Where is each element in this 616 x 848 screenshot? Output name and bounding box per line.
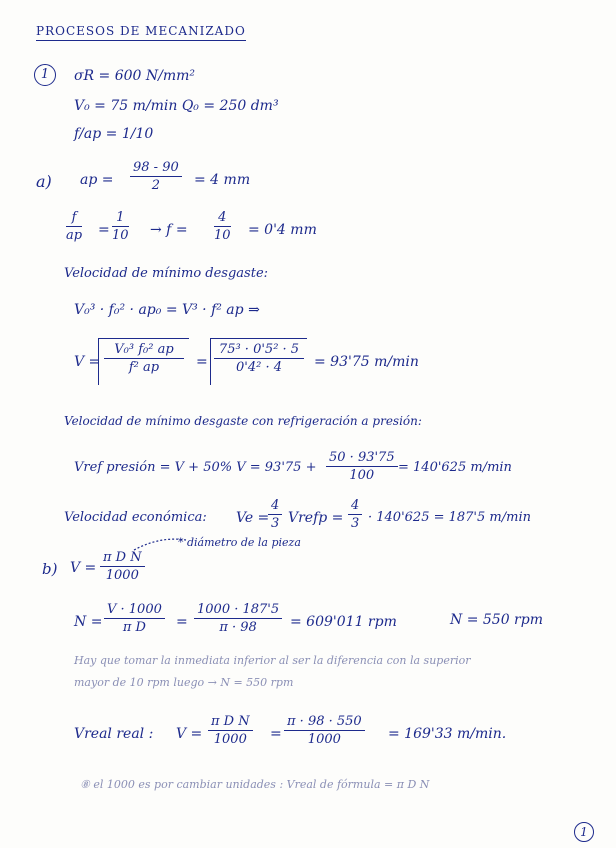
page-title: PROCESOS DE MECANIZADO	[36, 24, 246, 41]
given-sigma: σR = 600 N/mm²	[74, 68, 196, 84]
heading-refrigeration-speed: Velocidad de mínimo desgaste con refrigeración a presión:	[64, 414, 422, 428]
vreal-denominator-2: 1000	[307, 732, 341, 747]
b-v-fraction	[100, 550, 145, 583]
n-result: = 609'011 rpm	[290, 614, 397, 630]
n-fraction-2	[194, 602, 282, 635]
n-equals: =	[176, 614, 188, 630]
vreal-fraction-2	[284, 714, 365, 747]
root1-numerator: V₀³ f₀² ap	[104, 342, 184, 359]
given-volume-rate: V₀ = 75 m/min Q₀ = 250 dm³	[74, 98, 279, 114]
one-tenth-numerator: 1	[112, 210, 129, 227]
part-a-label: a)	[36, 172, 52, 191]
economic-numerator-2: 4	[348, 498, 362, 515]
problem-number-circle: 1	[34, 64, 56, 86]
vref-denominator: 100	[349, 468, 375, 483]
f-ap-numerator: f	[66, 210, 82, 227]
n-lhs: N =	[74, 614, 103, 630]
ap-denominator: 2	[151, 178, 161, 193]
vreal-result: = 169'33 m/min.	[388, 726, 507, 742]
f-result: = 0'4 mm	[248, 222, 317, 238]
vreal-equals: =	[270, 726, 282, 742]
vreal-lhs: V =	[176, 726, 203, 742]
root1-denominator: f² ap	[128, 360, 160, 375]
f-ap-equals: =	[98, 222, 110, 238]
v-lhs: V =	[74, 354, 101, 370]
page-number	[574, 822, 594, 842]
vreal-fraction-1	[208, 714, 253, 747]
comment-line-2: mayor de 10 rpm luego → N = 550 rpm	[74, 676, 294, 689]
f-value-fraction	[214, 210, 231, 243]
economic-fraction-2	[348, 498, 362, 531]
vreal-numerator-2: π · 98 · 550	[284, 714, 365, 731]
vreal-numerator-1: π D N	[208, 714, 253, 731]
comment-line-1: Hay que tomar la inmediata inferior al ser la diferencia con la superior	[74, 654, 471, 667]
n-numerator-1: V · 1000	[104, 602, 165, 619]
footnote: ⑧ el 1000 es por cambiar unidades : Vreal de fórmula = π D N	[80, 778, 430, 791]
ap-fraction	[130, 160, 182, 193]
root2-numerator: 75³ · 0'5² · 5	[214, 342, 304, 359]
given-ratio: f/ap = 1/10	[74, 126, 154, 142]
ap-lhs: ap =	[80, 172, 114, 188]
ap-numerator: 98 - 90	[130, 160, 182, 177]
v-result: = 93'75 m/min	[314, 354, 419, 370]
part-b-label: b)	[42, 560, 58, 578]
n-final: N = 550 rpm	[450, 612, 543, 628]
economic-result: · 140'625 = 187'5 m/min	[368, 510, 531, 525]
f-ap-denominator: ap	[66, 228, 83, 243]
vref-fraction	[326, 450, 398, 483]
vreal-label: Vreal real :	[74, 726, 154, 742]
problem-number	[34, 64, 56, 86]
page-number-circle: 1	[574, 822, 594, 842]
vref-lhs: Vref presión = V + 50% V = 93'75 +	[74, 460, 317, 475]
b-v-denominator: 1000	[105, 568, 139, 583]
b-v-numerator: π D N	[100, 550, 145, 567]
economic-denominator-1: 3	[271, 516, 280, 531]
economic-speed-label: Velocidad económica:	[64, 510, 207, 525]
economic-denominator-2: 3	[351, 516, 360, 531]
root-equals: =	[196, 354, 208, 370]
vref-result: = 140'625 m/min	[398, 460, 512, 475]
root2-denominator: 0'4² · 4	[236, 360, 282, 375]
taylor-equation: V₀³ · f₀² · ap₀ = V³ · f² ap ⇒	[74, 302, 260, 318]
n-fraction-1	[104, 602, 165, 635]
f-value-numerator: 4	[214, 210, 231, 227]
economic-mid: Vrefp =	[288, 510, 344, 526]
f-value-denominator: 10	[214, 228, 231, 243]
economic-numerator-1: 4	[268, 498, 282, 515]
economic-lhs: Ve =	[236, 510, 270, 526]
n-denominator-1: π D	[122, 620, 146, 635]
ap-result: = 4 mm	[194, 172, 251, 188]
heading-min-wear-speed: Velocidad de mínimo desgaste:	[64, 266, 269, 281]
n-denominator-2: π · 98	[219, 620, 257, 635]
f-arrow: → f =	[150, 222, 188, 238]
one-tenth-denominator: 10	[112, 228, 129, 243]
one-tenth-fraction	[112, 210, 129, 243]
diameter-note: * diámetro de la pieza	[178, 536, 301, 549]
root2-fraction	[214, 342, 304, 375]
n-numerator-2: 1000 · 187'5	[194, 602, 282, 619]
f-ap-fraction	[66, 210, 82, 243]
b-v-lhs: V =	[70, 560, 97, 576]
vref-numerator: 50 · 93'75	[326, 450, 398, 467]
vreal-denominator-1: 1000	[213, 732, 247, 747]
root1-fraction	[104, 342, 184, 375]
economic-fraction-1	[268, 498, 282, 531]
